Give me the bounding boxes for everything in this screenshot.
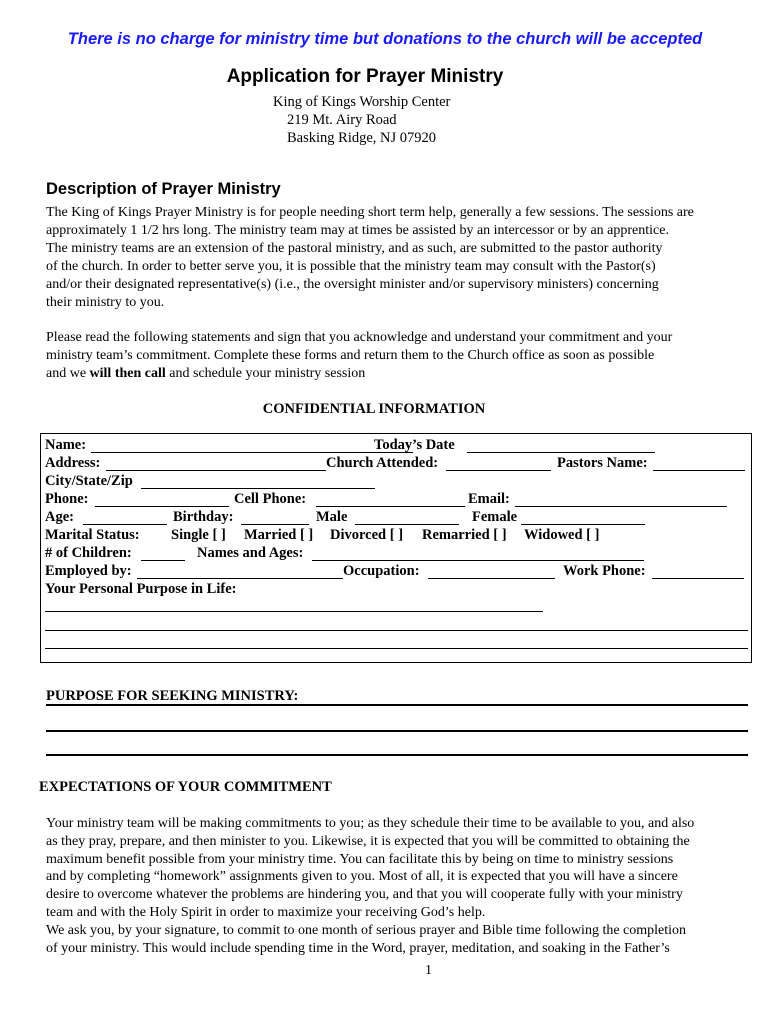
church-attended-label: Church Attended: (326, 455, 439, 471)
cell-phone-label: Cell Phone: (234, 491, 307, 507)
marital-status-label: Marital Status: (45, 527, 140, 543)
married-checkbox[interactable]: Married [ ] (244, 527, 314, 543)
expectations-line: maximum benefit possible from your ministry time. You can facilitate this by being on time to ministry sessions (46, 851, 674, 867)
description-line: The King of Kings Prayer Ministry is for people needing short term help, generally a few sessions. The sessions are (46, 205, 694, 220)
expectations-line: team and with the Holy Spirit in order to maximize your receiving God’s help. (46, 904, 486, 920)
personal-purpose-label: Your Personal Purpose in Life: (45, 581, 237, 597)
instructions-line: Please read the following statements and sign that you acknowledge and understand your commitment and your (46, 330, 673, 345)
purpose-heading: PURPOSE FOR SEEKING MINISTRY: (46, 688, 299, 704)
personal-purpose-line-2[interactable] (45, 630, 748, 631)
instructions-paragraph (46, 329, 736, 383)
expectations-line: as they pray, prepare, and then minister to you. Likewise, it is expected that you will be committed to obtaining the (46, 833, 690, 849)
num-children-label: # of Children: (45, 545, 132, 561)
email-label: Email: (468, 491, 510, 507)
num-children-field[interactable] (141, 560, 185, 561)
widowed-checkbox[interactable]: Widowed [ ] (524, 527, 600, 543)
employed-by-field[interactable] (137, 578, 343, 579)
instructions-line (46, 365, 736, 383)
phone-field[interactable] (95, 506, 229, 507)
description-heading: Description of Prayer Ministry (46, 180, 281, 198)
purpose-line-1[interactable] (46, 704, 748, 706)
occupation-label: Occupation: (343, 563, 420, 579)
phone-label: Phone: (45, 491, 89, 507)
names-ages-label: Names and Ages: (197, 545, 304, 561)
city-state-zip-field[interactable] (141, 488, 375, 489)
confidential-heading: CONFIDENTIAL INFORMATION (262, 401, 486, 417)
male-label: Male (316, 509, 348, 525)
todays-date-field[interactable] (467, 452, 655, 453)
employed-by-label: Employed by: (45, 563, 132, 579)
page-title: Application for Prayer Ministry (226, 66, 504, 87)
expectations-heading: EXPECTATIONS OF YOUR COMMITMENT (39, 779, 332, 795)
name-label: Name: (45, 437, 87, 453)
todays-date-label: Today’s Date (374, 437, 455, 453)
purpose-line-3[interactable] (46, 754, 748, 756)
address-label: Address: (45, 455, 101, 471)
donation-banner: There is no charge for ministry time but donations to the church will be accepted (67, 30, 703, 48)
cell-phone-field[interactable] (316, 506, 465, 507)
female-label: Female (472, 509, 518, 525)
address-field[interactable] (106, 470, 326, 471)
description-line: The ministry teams are an extension of the pastoral ministry, and as such, are submitted to the pastor authority (46, 241, 663, 256)
expectations-line: of your ministry. This would include spending time in the Word, prayer, meditation, and soaking in the Father’s (46, 940, 670, 956)
personal-purpose-line-3[interactable] (45, 648, 748, 649)
work-phone-label: Work Phone: (563, 563, 646, 579)
church-attended-field[interactable] (446, 470, 551, 471)
remarried-checkbox[interactable]: Remarried [ ] (422, 527, 507, 543)
church-address (273, 93, 450, 147)
description-line: approximately 1 1/2 hrs long. The ministry team may at times be assisted by an intercessor or by an apprentice. (46, 223, 669, 238)
names-ages-field[interactable] (312, 560, 644, 561)
church-street: 219 Mt. Airy Road (287, 112, 397, 128)
page-number: 1 (425, 963, 432, 978)
instructions-bold-text: will then call (89, 366, 166, 381)
church-name: King of Kings Worship Center (273, 94, 451, 110)
expectations-line: Your ministry team will be making commitments to you; as they schedule their time to be available to you, and also (46, 816, 695, 831)
purpose-line-2[interactable] (46, 730, 748, 732)
work-phone-field[interactable] (652, 578, 744, 579)
instructions-text: and we (46, 366, 90, 381)
expectations-paragraph (46, 815, 736, 957)
birthday-field[interactable] (241, 524, 309, 525)
description-line: and/or their designated representative(s) (i.e., the oversight minister and/or supervisory ministers) concerning (46, 277, 659, 292)
divorced-checkbox[interactable]: Divorced [ ] (330, 527, 404, 543)
description-line: their ministry to you. (46, 295, 165, 310)
email-field[interactable] (515, 506, 727, 507)
age-field[interactable] (83, 524, 167, 525)
birthday-label: Birthday: (173, 509, 234, 525)
single-checkbox[interactable]: Single [ ] (171, 527, 226, 543)
female-field[interactable] (521, 524, 645, 525)
expectations-line: and by completing “homework” assignments given to you. Most of all, it is expected that you will have a sincere (46, 869, 678, 885)
church-city: Basking Ridge, NJ 07920 (287, 130, 437, 146)
name-field[interactable] (91, 452, 413, 453)
expectations-line: We ask you, by your signature, to commit to one month of serious prayer and Bible time following the completion (46, 922, 687, 938)
description-line: of the church. In order to better serve you, it is possible that the ministry team may consult with the Pastor(s) (46, 259, 656, 274)
instructions-line: ministry team’s commitment. Complete these forms and return them to the Church office as soon as possible (46, 348, 655, 363)
age-label: Age: (45, 509, 74, 525)
occupation-field[interactable] (428, 578, 555, 579)
male-field[interactable] (355, 524, 459, 525)
personal-purpose-line-1[interactable] (45, 611, 543, 612)
instructions-text: and schedule your ministry session (165, 366, 366, 381)
city-state-zip-label: City/State/Zip (45, 473, 133, 489)
description-paragraph (46, 204, 736, 312)
pastors-name-field[interactable] (653, 470, 745, 471)
expectations-line: desire to overcome whatever the problems are hindering you, and that you will cooperate fully with your ministry (46, 887, 683, 903)
pastors-name-label: Pastors Name: (557, 455, 648, 471)
